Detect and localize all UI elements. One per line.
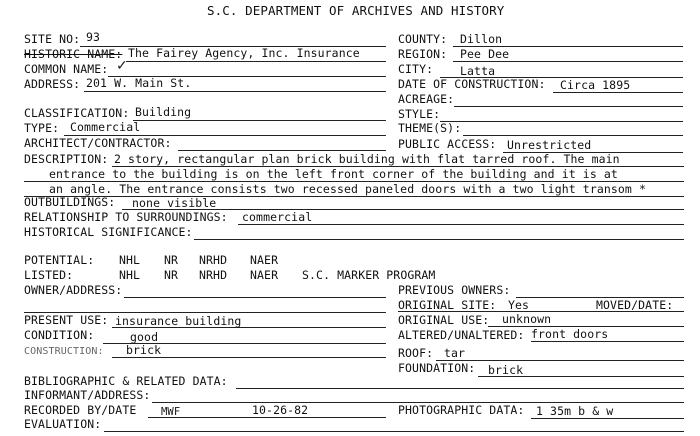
relationship-line: [238, 224, 684, 225]
themes-label: THEME(S):: [398, 121, 462, 135]
foundation-line: [478, 376, 684, 377]
style-line: [440, 121, 683, 122]
recorded-by-value: MWF: [161, 406, 181, 418]
recorded-line: [148, 417, 386, 418]
listed-nr: NR: [164, 268, 179, 282]
date-construction-line: [553, 92, 683, 93]
altered-value: front doors: [531, 327, 609, 341]
present-use-line: [112, 327, 386, 328]
type-value: Commercial: [70, 120, 141, 134]
owner-label: OWNER/ADDRESS:: [24, 283, 123, 297]
historic-name-value: The Fairey Agency, Inc. Insurance: [128, 46, 360, 60]
present-use-label: PRESENT USE:: [24, 313, 109, 327]
significance-line: [194, 239, 684, 240]
photographic-value: 1 35m b & w: [536, 404, 614, 418]
photographic-label: PHOTOGRAPHIC DATA:: [398, 403, 525, 417]
recorded-date-value: 10-26-82: [252, 403, 309, 417]
county-label: COUNTY:: [398, 32, 448, 46]
architect-label: ARCHITECT/CONTRACTOR:: [24, 136, 172, 150]
form-title: S.C. DEPARTMENT OF ARCHIVES AND HISTORY: [207, 3, 505, 18]
date-construction-label: DATE OF CONSTRUCTION:: [398, 77, 546, 91]
listed-nrhd: NRHD: [199, 268, 228, 282]
present-use-value: insurance building: [115, 314, 242, 328]
potential-nhl: NHL: [119, 253, 141, 267]
photographic-line: [531, 418, 684, 419]
city-value: Latta: [460, 64, 496, 78]
description-label: DESCRIPTION:: [24, 152, 109, 166]
condition-value: good: [130, 330, 159, 344]
acreage-line: [454, 106, 683, 107]
listed-sc-marker: S.C. MARKER PROGRAM: [302, 268, 436, 282]
construction-label: CONSTRUCTION:: [24, 346, 104, 357]
county-value: Dillon: [460, 32, 503, 46]
site-no-label: SITE NO:: [24, 32, 81, 46]
recorded-label: RECORDED BY/DATE: [24, 403, 137, 417]
construction-line: [112, 357, 386, 358]
condition-label: CONDITION:: [24, 328, 95, 342]
owner-line: [124, 297, 386, 298]
public-access-value: Unrestricted: [507, 138, 592, 152]
potential-label: POTENTIAL:: [24, 253, 95, 267]
public-access-label: PUBLIC ACCESS:: [398, 137, 497, 151]
themes-line: [463, 135, 683, 136]
region-line: [453, 61, 683, 62]
listed-nhl: NHL: [119, 268, 141, 282]
city-label: CITY:: [398, 62, 434, 76]
classification-label: CLASSIFICATION:: [24, 106, 130, 120]
original-use-label: ORIGINAL USE:: [398, 313, 490, 327]
evaluation-label: EVALUATION:: [24, 417, 102, 431]
description-rule-3: [24, 196, 684, 197]
region-label: REGION:: [398, 47, 448, 61]
potential-nr: NR: [164, 253, 179, 267]
roof-value: tar: [444, 346, 466, 360]
listed-naer: NAER: [250, 268, 279, 282]
description-line-1: 2 story, rectangular plan brick building with flat tarred roof. The main: [114, 152, 620, 166]
address-line: [84, 91, 386, 92]
potential-naer: NAER: [250, 253, 279, 267]
site-no-value: 93: [86, 30, 101, 44]
previous-owners-label: PREVIOUS OWNERS:: [398, 283, 511, 297]
style-label: STYLE:: [398, 107, 441, 121]
relationship-value: commercial: [242, 210, 313, 224]
construction-value: brick: [126, 343, 162, 357]
region-value: Pee Dee: [460, 47, 510, 61]
original-site-label: ORIGINAL SITE:: [398, 298, 497, 312]
date-construction-value: Circa 1895: [560, 78, 631, 92]
description-line-2: entrance to the building is on the left front corner of the building and it is at: [49, 167, 618, 181]
moved-date-label: MOVED/DATE:: [596, 298, 674, 312]
acreage-label: ACREAGE:: [398, 92, 455, 106]
description-line-3: an angle. The entrance consists two recessed paneled doors with a two light transom *: [49, 182, 647, 196]
common-name-check: ✓: [116, 58, 128, 74]
original-use-value: unknown: [502, 312, 552, 326]
listed-label: LISTED:: [24, 268, 74, 282]
type-label: TYPE:: [24, 121, 60, 135]
foundation-label: FOUNDATION:: [398, 361, 476, 375]
architect-line: [178, 150, 386, 151]
historic-name-line: [126, 61, 386, 62]
foundation-value: brick: [488, 363, 524, 377]
historic-name-label: HISTORIC NAME:: [24, 47, 123, 61]
address-label: ADDRESS:: [24, 77, 81, 91]
informant-label: INFORMANT/ADDRESS:: [24, 388, 151, 402]
altered-line: [531, 341, 684, 342]
relationship-label: RELATIONSHIP TO SURROUNDINGS:: [24, 210, 228, 224]
bibliographic-line: [236, 388, 684, 389]
classification-value: Building: [135, 105, 192, 119]
potential-nrhd: NRHD: [199, 253, 228, 267]
evaluation-line: [104, 431, 684, 432]
altered-label: ALTERED/UNALTERED:: [398, 328, 525, 342]
outbuildings-value: none visible: [132, 196, 217, 210]
common-name-label: COMMON NAME:: [24, 62, 109, 76]
outbuildings-label: OUTBUILDINGS:: [24, 195, 116, 209]
address-value: 201 W. Main St.: [86, 76, 192, 90]
original-site-value: Yes: [508, 298, 530, 312]
classification-line: [133, 120, 386, 121]
significance-label: HISTORICAL SIGNIFICANCE:: [24, 225, 193, 239]
bibliographic-label: BIBLIOGRAPHIC & RELATED DATA:: [24, 374, 228, 388]
roof-label: ROOF:: [398, 346, 434, 360]
